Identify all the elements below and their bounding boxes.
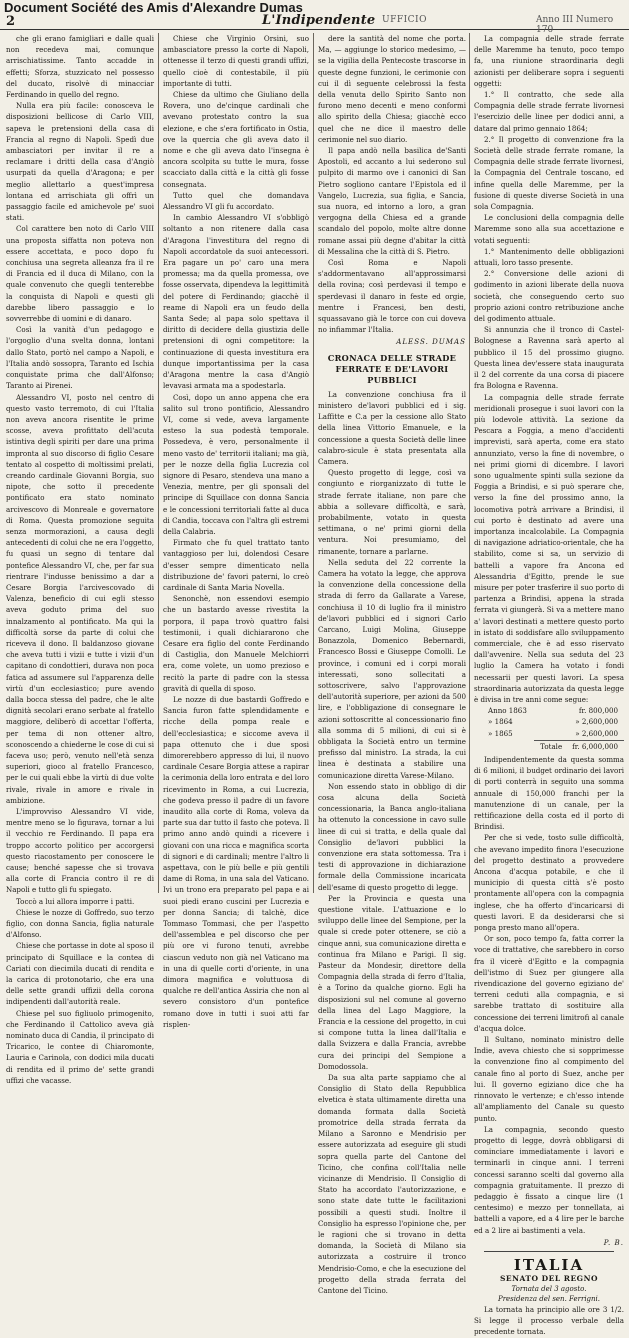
section-title: CRONACA DELLE STRADE FERRATE E DE'LAVORI PUBBLICI: [327, 352, 457, 385]
article-paragraph: Nella seduta del 22 corrente la Camera ha votato la legge, che approva la convenzione della concessione della strada di ferro da Gallarate a Varese, conchiusa il 10 di luglio fra il ministro de'lavori pubblici ed i signori Carlo Carcano, Luigi Molina, Giuseppe Bonazzola, Domenico Bebernardi, Francesco Bossi e Giuseppe Comolli. Le province, i comuni ed i corpi morali interessati, sono sollecitati a sottoscrivere, salvo l'approvazione dell'autorità superiore, per azioni da 500 lire, e l'obbligazione di consegnare le azioni sottoscritte al concessionario fino alla somma di 5 milioni, di cui si è obbligata la Società entro un termine prefisso dal ministro. La strada, la cui linea è destinata a stabilire una comunicazione diretta Varese-Milano.: [318, 557, 466, 780]
column-rule: [313, 33, 314, 893]
column-3: [318, 33, 466, 1295]
article-paragraph: La compagnia delle strade ferrate delle Maremme ha tenuto, poco tempo fa, una riunione straordinaria degli azionisti per deliberare sopra i seguenti oggetti:: [474, 34, 624, 88]
article-paragraph: La compagnia, secondo questo progetto di legge, dovrà obbligarsi di cominciare immediatamente i lavori e terminarli in cinque anni. I terreni concessi saranno scelti dal governo alla compagnia gratuitamente. Il prezzo di pedaggio è fissato a cinque lire (1 centesimo) e mezzo per tonnellata, ai battelli a vapore, ed a 4 lire per le barche ed a 2 lire ai bastimenti a vela.: [474, 1124, 624, 1235]
finance-row: [474, 728, 624, 739]
article-paragraph: Per che si vede, tosto sulle difficoltà, che avevano impedito finora l'esecuzione del progetto destinato a provvedere Ancona d'acqua potabile, e che il municipio di questa città s'è posto prontamente all'opera con la compagnia inglese, che ha offerto d'incaricarsi di questi lavori. E da desiderarsi che si ponga presto mano all'opera.: [474, 833, 624, 933]
article-paragraph: In cambio Alessandro VI s'obbligò soltanto a non ritenere dalla casa d'Aragona l'investitura del regno di Napoli accordatole da suoi antecessori. Era pagare un po' caro una mera promessa; ma da quella promessa, ove fosse osservata, dipendeva la legittimità del potere di Ferdinando; giacchè il reame di Napoli era un feudo della Santa Sede; al papa solo spettava il diritto di decidere della giustizia delle pretensioni di ogni competitore: la continuazione di questa investitura era dunque importantissima per la casa d'Aragona mentre la casa d'Angiò levavasi armata ma a spodestarla.: [163, 213, 309, 391]
article-paragraph: Alessandro VI, posto nel centro di questo vasto terremoto, di cui l'Italia non aveva ancora risentite le prime scosse, aveva profittato dell'acuta istintiva degli spiriti per dare una prima impronta al suo discorso di figlio Cesare tentato al cospetto di moltissimi prelati, creando cardinale Giovanni Borgia, suo nipote, che sotto il precedente pontificato era stato nominato arcivescovo di Monreale e governatore di Roma. Questa promozione seguita senza mormorazioni, a causa degli antecedenti di colui che ne era l'oggetto, fu quasi un segno di tentare dal pontefice Alessandro VI, che, per far sua rientrare l'indusse benissimo a dar a Cesare Borgia l'arcivescovado di Valenza, beneficio di cui egli stesso aveva goduto prima del suo innalzamento al pontificato. Ma qui la difficoltà sorse da parte di colui che riceveva il dono. Il baldanzoso giovane che aveva tutti i vizii e tutte i vizii d'un capitano di condottieri, durava non poca fatica ad assumere sul l'apparenza delle virtù d'un ecclesiastico; pure avendo dalla bocca stessa del padre, che le alte dignità secolari erano serbate al fratello maggiore, deliberò di accettar l'offerta, per tema di non ottener altro, sconoscendo a chiederne le cose di cui si faceva uso; però, venuto nell'età senza superiori, gioco al fratello Francesco, per le cui quali ebbe la virtù di due volte rivale, rivale in amore e rivale in ambizione.: [6, 392, 154, 805]
article-paragraph: Nulla era più facile: conosceva le disposizioni bellicose di Carlo VIII, sapeva le pretensioni della casa di Francia al regno di Napoli. Spedì due ambasciatori per invitar il re a reclamare i dritti della casa d'Angiò usurpati da quella d'Aragona; e per meglio allettarlo a quest'impresa lontana ed arrischiata gli offrì un passaggio facile ed amichevole pe' suoi stati.: [6, 101, 154, 223]
finance-amount: fr. 800,000: [578, 706, 618, 716]
article-paragraph: Si annunzia che il tronco di Castel-Bolognese a Ravenna sarà aperto al pubblico il 15 del prossimo giugno. Questa linea dev'essere stata inaugurata il 2 del corrente da una corsa di piacere fra Bologna e Ravenna.: [474, 325, 624, 391]
finance-amount: » 2,600,000: [575, 728, 618, 738]
article-paragraph: Le conclusioni della compagnia delle Maremme sono alla sua accettazione e votati seguenti:: [474, 213, 624, 245]
article-paragraph: Firmato che fu quel trattato tanto vantaggioso per lui, dolendosi Cesare d'esser sempre dimenticato nella distribuzione de' favori paterni, lo creò cardinale di Santa Maria Novella.: [163, 538, 309, 592]
divider: [484, 1251, 614, 1252]
article-paragraph: Toccò a lui allora imporre i patti.: [16, 896, 135, 906]
article-signature: ALESS. DUMAS: [396, 337, 466, 347]
article-paragraph: Il papa andò nella basilica de'Santi Apostoli, ed accanto a lui sederono sul pulpito di marmo ove i canonici di San Pietro sogliono cantare l'Epistola ed il Vangelo, Lucrezia, sua figlia, e Sancia, sua nuora, ed intorno a loro, a gran vergogna della Chiesa ed a grande scandalo del popolo, molte altre donne romane assai più degne d'abitar la città di Messalina che la città di S. Pietro.: [318, 146, 466, 256]
article-paragraph: Non essendo stato in obbligo di dir cosa alcuna della Società concessionaria, la Banca anglo-italiana ha ottenuto la concessione in cavo sulle linee di cui si tratta, e della quale dal Consiglio de'lavori pubblici la convenzione era stata sottomessa. Tra i testi di approvazione in dichiarazione formale della Commissione incaricata dell'esame di questo progetto di legge.: [318, 781, 466, 892]
finance-row: [474, 705, 624, 716]
finance-year: Anno 1863: [488, 706, 527, 716]
article-paragraph: Così, dopo un anno appena che era salito sul trono pontificio, Alessandro VI, come si vede, aveva largamente esteso la sua podestà temporale. Possedeva, è vero, personalmente il meno vasto de' territorii italiani; ma già, per le nozze della figlia Lucrezia col signore di Pesaro, stendeva una mano a Venezia, mentre, per gli sponsali del principe di Squillace con donna Sancia e le concessioni territoriali fatte al duca di Candia, toccava con l'altra gli estremi della Calabria.: [163, 392, 309, 536]
article-paragraph: 1.° Il contratto, che sede alla Compagnia delle strade ferrate livornesi l'esercizio delle linee per dodici anni, a datare dal primo gennaio 1864;: [474, 90, 624, 133]
article-paragraph: Col carattere ben noto di Carlo VIII una proposta siffatta non poteva non essere accettata, e poco dopo fu conchiusa una segreta alleanza fra il re di Francia ed il duca di Milano, con la quale convenuto che quegli tenterebbe la conquista di Napoli e questi gli darebbe libero passaggio e lo sovverrebbe di uomini e di danaro.: [6, 224, 154, 324]
finance-row: [474, 716, 624, 727]
article-paragraph: Le nozze di due bastardi Goffredo e Sancia furon fatte splendidamente e ricche della pompa reale e dell'ecclesiastica; e siccome aveva il papa ottenuto che i due sposi dimorerebbero appresso di lui, il nuovo cardinale Cesare Borgia attese a rapirar la cerimonia della loro entrata e del loro ricevimento in Roma, a cui Lucrezia, che godeva presso il padre di un favore inaudito alla corte di Roma, voleva da parte sua dar tutto il fasto che poteva. Il primo anno andò quindi a ricevere i giovani con una ricca e magnifica scorta di signori e di cardinali; mentre l'altro li aspettava, con le più belle e più gentili dame di Roma, in una sala del Vaticano. Ivi un trono era preparato pel papa e ai suoi piedi erano cuscini per Lucrezia e per donna Sancia; di talchè, dice Tommaso Tommasi, che per l'aspetto dell'assemblea e pel discorso che per più ore vi furono tenuti, avrebbe ciascun veduto non già nel Vaticano ma in una di quelle corti d'oriente, in una dimora magnifica e voluttuosa di qualche re dell'antica Assiria che non al severo consistoro d'un pontefice romano dove in tutti i suoi atti far risplen-: [163, 694, 309, 1029]
section-heading-italia: ITALIA: [513, 1255, 585, 1274]
article-paragraph: 2.° Conversione delle azioni di godimento in azioni liberate della nuova società, che conseguendo certo suo proprio azioni contro retribuzione anche del godimento attuale.: [474, 269, 624, 324]
senate-heading: SENATO DEL REGNO: [500, 1273, 598, 1283]
finance-total: [534, 740, 624, 752]
article-paragraph: 1.° Mantenimento delle obbligazioni attuali, loro tasso presente.: [474, 246, 624, 268]
finance-year: » 1864: [488, 717, 513, 727]
column-4-tail: [474, 1034, 624, 1337]
article-paragraph: La tornata ha principio alle ore 3 1/2. Si legge il processo verbale della precedente tornata.: [474, 1304, 624, 1337]
article-paragraph: Il Sultano, nominato ministro delle Indie, aveva chiesto che si sopprimesse la convenzione fino al compimento del canale fino al porto di Suez, anche per lui. Il governo egiziano dice che ha rinnovato le vertenze; e ch'esso intende all'ampliamento del Canale su questo punto.: [474, 1035, 624, 1123]
session-date: Tornata del 3 agosto.: [511, 1284, 587, 1293]
masthead: L'Indipendente: [262, 13, 376, 28]
session-president: Presidenza del sen. Ferrigni.: [497, 1294, 601, 1303]
article-paragraph: Chiese le nozze di Goffredo, suo terzo figlio, con donna Sancia, figlia naturale d'Alfonso.: [6, 907, 154, 940]
column-rule: [469, 33, 470, 893]
article-paragraph: Chiese pel suo figliuolo primogenito, che Ferdinando il Cattolico aveva già nominato duca di Candia, il principato di Tricarico, le contee di Chiaromonte, Lauria e Carinola, con dodici mila ducati di rendita ed il primo de' sette grandi uffizi che vacasse.: [6, 1008, 154, 1085]
article-signature: P. B.: [603, 1237, 624, 1247]
article-paragraph: La compagnia delle strade ferrate meridionali prosegue i suoi lavori con la più lodevole attività. La sezione da Pescara a Foggia, a meno d'accidenti imprevisti, sarà aperta, come era stato annunziato, verso la fine di novembre, o nei primi giorni di dicembre. I lavori sono ugualmente spinti sulla sezione da Foggia a Brindisi, e si può sperare che, verso la fine del prossimo anno, la locomotiva potrà arrivare a Brindisi, il cui porto è destinato ad avere una importanza incalcolabile. La Compagnia di navigazione adriatico-orientale, che ha stabilito, come si sa, un servizio di battelli a vapore fra Ancona ed Alessandria d'Egitto, prende le sue misure per poter trasferire il suo porto di partenza a Brindisi, appena la strada ferrata vi giungerà. Si va a mettere mano a' lavori destinati a mettere questo porto in istato di soddisfare allo sviluppamento commerciale, che è ad esso riservato dall'avvenire. Nella sua seduta del 23 luglio la Camera ha votato i fondi necessarii per questi lavori. La spesa straordinaria autorizzata da questa legge è divisa in tre anni come segue:: [474, 392, 624, 704]
issue-number: Anno III Numero 170: [536, 15, 614, 35]
finance-amount: » 2,600,000: [575, 717, 618, 727]
article-paragraph: Chiese da ultimo che Giuliano della Rovera, uno de'cinque cardinali che avevano protestato contro la sua elezione, e che s'era fortificato in Ostia, ove la quercia che gli aveva dato il nome e che gli aveva dato l'insegna è ancora scolpita su tutte le mura, fosse scacciato dalla città e la città gli fosse consegnata.: [163, 90, 309, 189]
watermark: Document Société des Amis d'Alexandre Dumas: [4, 0, 303, 15]
article-paragraph: Così Roma e Napoli s'addormentavano all'approssimarsi della rovina; così perdevasi il tempo e sperdevasi il danaro in feste ed orgie, mentre i Francesi, ben desti, squassavano già le torce con cui doveva no infiammar l'Italia.: [318, 258, 466, 335]
article-paragraph: dere la santità del nome che porta. Ma, — aggiunge lo storico medesimo, — se la vigilia della Pentecoste trascorse in queste degne funzioni, le cerimonie con cui il dì seguente celebrossi la festa della venuta dello Spirito Santo non furono meno decenti e meno conformi allo spirito della Chiesa; giacchè ecco quel che ne dice il maestro delle cerimonie nel suo diario.: [318, 34, 466, 144]
article-paragraph: Indipendentemente da questa somma di 6 milioni, il budget ordinario dei lavori di porti conterrà in seguito una somma annuale di 150,000 franchi per la manutenzione di un canale, per la rettificazione della costa ed il porto di Brindisi.: [474, 755, 624, 832]
article-paragraph: Chiese che Virginio Orsini, suo ambasciatore presso la corte di Napoli, ottenesse il terzo di questi grandi uffizi, quello cioè di contestabile, il più importante di tutti.: [163, 34, 309, 88]
article-paragraph: Questo progetto di legge, così va congiunto e riorganizzato di tutte le strade ferrate italiane, non pare che abbia a sollevare difficoltà, e sarà, probabilmente, votato in questa settimana, o ne' primi giorni della ventura. Noi presumiamo, del rimanente, tornare a parlarne.: [318, 468, 466, 556]
newspaper-header: [0, 13, 629, 35]
column-4: [474, 33, 624, 1337]
dateline: UFFICIO: [382, 15, 427, 25]
article-paragraph: Or son, poco tempo fa, fatta correr la voce di trattative, che sarebbero in corso fra il vicerè d'Egitto e la compagnia dell'istmo di Suez per giungere alla rivendicazione del governo egiziano de' terreni ceduti alla compagnia, e si sarebbe trattato di sostituire alla concessione dei terreni limitrofi al canale d'acqua dolce.: [474, 934, 624, 1033]
article-paragraph: che gli erano famigliari e dalle quali non recedeva mai, comunque arrischiatissime. Tanto accadde in effetti; Sforza, stuzzicato nel possesso del ducato, risolvè di minacciar Ferdinando in quello del regno.: [6, 34, 154, 100]
article-paragraph: Tutto quel che domandava Alessandro VI gli fu accordato.: [163, 190, 309, 212]
article-paragraph: 2.° Il progetto di convenzione fra la Società delle strade ferrate romane, la Compagnia delle strade ferrate livornesi, la Compagnia del Centrale toscano, ed infine quella delle Maremme, per la fusione di queste diverse Società in una sola Compagnia.: [474, 134, 624, 212]
page-number: 2: [6, 14, 16, 29]
article-paragraph: Così la vanità d'un pedagogo e l'orgoglio d'una svelta donna, lontani dallo Stato, portò nel campo a Napoli, e l'Italia andò sossopra, Taranto ed Ischia conquistate prima che dall'Alfonso; Taranto ai Pirenei.: [6, 325, 154, 391]
article-paragraph: Da sua alta parte sappiamo che al Consiglio di Stato della Repubblica elvetica è stata ultimamente diretta una domanda formata dalla Società promotrice della strada ferrata da Milano a Saronno e Mendrisio per essere autorizzata ad eseguire gli studi sopra quella parte del Cantone del Ticino, che confina coll'Italia nelle vicinanze di Mendrisio. Il Consiglio di Stato ha accordato l'autorizzazione, e sono state date tutte le facilitazioni possibili a questi studi. Inoltre il Consiglio ha espresso l'opinione che, per le ragioni che si trovano in detta domanda, la Società di Milano sia autorizzata a costruire il tronco Mendrisio-Como, e che la esecuzione del progetto della strada ferrata del Cantone del Ticino.: [318, 1073, 466, 1295]
article-paragraph: Senonchè, non essendovi esempio che un bastardo avesse rivestita la porpora, il papa trovò quattro falsi testimonii, i quali dichiararono che Cesare era figlio del conte Ferdinando di Castiglia, don Manuele Melchiorri era, come volete, un uomo prezioso e recitò la parte di padre con la stessa gravità di quella di sposo.: [163, 594, 309, 693]
article-paragraph: L'improvviso Alessandro VI vide, mentre meno se lo figurava, tornar a lui il vecchio re Ferdinando. Il papa era troppo accorto politico per accorgersi questo riacostamento per conoscere le cause; benché sapesse che si trovava alla corte di Francia contro il re di Napoli e tutto gli fu spiegato.: [6, 807, 154, 895]
article-paragraph: Chiese che portasse in dote al sposo il principato di Squillace e la contea di Cariati con diecimila ducati di rendita e la carica di protonotario, che era una delle sette grandi uffizii della corona indipendenti dall'autorità reale.: [6, 941, 154, 1007]
finance-year: » 1865: [488, 728, 513, 738]
column-rule: [158, 33, 159, 893]
column-2: [163, 33, 309, 1029]
finance-total-label: Totale: [540, 741, 563, 751]
finance-total-amount: fr. 6,000,000: [572, 741, 618, 751]
finance-table: [474, 705, 624, 752]
column-1: [6, 33, 154, 1085]
article-paragraph: La convenzione conchiusa fra il ministero de'lavori pubblici ed i sig. Laffitte e C.a per la cessione allo Stato della linea Vittorio Emanuele, e la concessione a questa Società delle linee calabro-sicule è stata presentata alla Camera.: [318, 389, 466, 466]
article-paragraph: Per la Provincia e questa una questione vitale. L'attuazione e lo sviluppo delle linee del Sempione, per la quale si crede poter ottenere, se ciò a cinque anni, sua comunicazione diretta e continua fra Milano e Parigi. Il sig. Pasteur da Mondesir, direttore della Compagnia della strada di ferro d'Italia, è a Torino da qualche giorno. Egli ha disposizioni sul nel comune al governo della linea del Lago Maggiore, la Francia e la cessione del progetto, in cui si compone tutta la linea dall'Italia e dalla Svizzera e dalla Francia, avrebbe cura dei principi del Sempione a Domodossola.: [318, 893, 466, 1071]
